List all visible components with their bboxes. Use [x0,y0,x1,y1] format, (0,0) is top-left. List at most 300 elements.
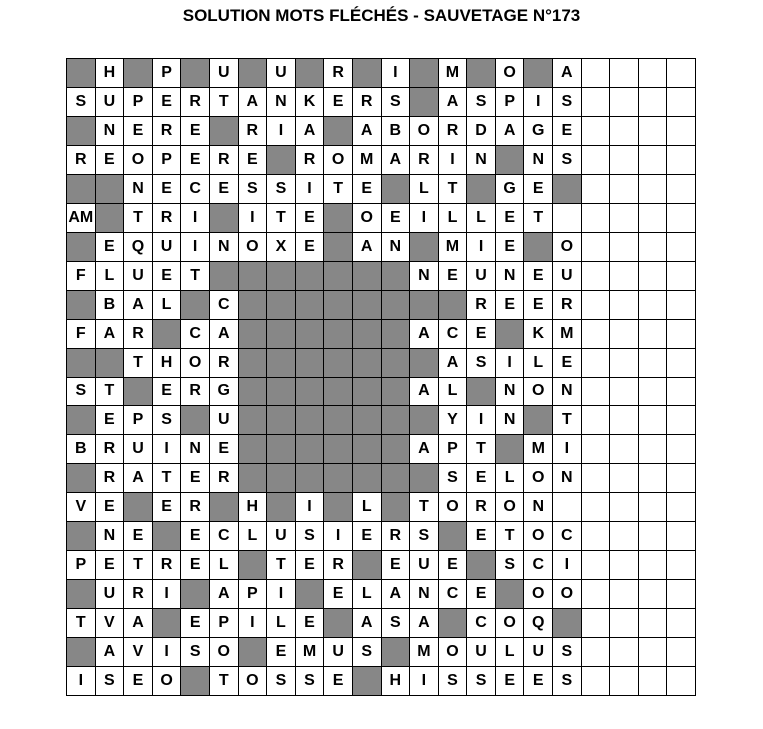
black-cell [324,233,353,262]
letter-cell: M [439,59,468,88]
black-cell [296,464,325,493]
letter-cell: E [96,406,125,435]
black-cell [67,175,96,204]
letter-cell: E [267,638,296,667]
letter-cell: O [553,233,582,262]
letter-cell [582,609,611,638]
letter-cell [610,117,639,146]
letter-cell: M [296,638,325,667]
letter-cell: E [296,204,325,233]
letter-cell: E [496,291,525,320]
letter-cell: E [296,551,325,580]
letter-cell: A [124,609,153,638]
letter-cell [610,146,639,175]
black-cell [267,493,296,522]
letter-cell [610,320,639,349]
letter-cell [667,146,696,175]
black-cell [210,262,239,291]
letter-cell: E [96,233,125,262]
letter-cell: A [382,580,411,609]
letter-cell: K [296,88,325,117]
letter-cell: U [267,522,296,551]
black-cell [353,291,382,320]
letter-cell: R [124,320,153,349]
letter-cell [610,291,639,320]
letter-cell: S [553,667,582,696]
letter-cell [610,233,639,262]
letter-cell: R [467,493,496,522]
black-cell [267,464,296,493]
letter-cell [639,378,668,407]
letter-cell: P [496,88,525,117]
letter-cell: O [410,117,439,146]
letter-cell [582,551,611,580]
black-cell [439,291,468,320]
letter-cell: N [96,117,125,146]
letter-cell [582,493,611,522]
letter-cell: E [553,349,582,378]
letter-cell: M [410,638,439,667]
letter-cell: O [496,59,525,88]
letter-cell: L [153,291,182,320]
letter-cell [610,464,639,493]
letter-cell: S [467,88,496,117]
letter-cell: E [467,320,496,349]
letter-cell [639,146,668,175]
letter-cell [667,580,696,609]
letter-cell [639,667,668,696]
letter-cell: E [296,609,325,638]
black-cell [410,59,439,88]
letter-cell: R [67,146,96,175]
letter-cell: N [467,146,496,175]
letter-cell [667,609,696,638]
letter-cell: T [467,435,496,464]
letter-cell: S [410,522,439,551]
letter-cell [582,349,611,378]
letter-cell: S [467,667,496,696]
letter-cell: I [439,146,468,175]
letter-cell: U [467,638,496,667]
letter-cell: R [439,117,468,146]
letter-cell: E [181,117,210,146]
letter-cell: L [496,638,525,667]
letter-cell: E [124,667,153,696]
letter-cell: T [124,551,153,580]
letter-cell: U [410,551,439,580]
letter-cell: E [153,378,182,407]
letter-cell: R [210,464,239,493]
letter-cell: D [467,117,496,146]
letter-cell: S [553,146,582,175]
letter-cell: A [410,378,439,407]
letter-cell: A [96,320,125,349]
black-cell [353,349,382,378]
letter-cell [610,262,639,291]
letter-cell: E [153,262,182,291]
letter-cell: AM [67,204,96,233]
letter-cell [582,464,611,493]
black-cell [324,262,353,291]
letter-cell: N [410,262,439,291]
letter-cell: U [324,638,353,667]
black-cell [267,320,296,349]
letter-cell [639,551,668,580]
letter-cell [553,204,582,233]
letter-cell: L [524,349,553,378]
letter-cell [582,522,611,551]
letter-cell: S [267,175,296,204]
letter-cell: A [439,349,468,378]
letter-cell: H [96,59,125,88]
letter-cell: A [382,146,411,175]
letter-cell: A [496,117,525,146]
letter-cell: N [210,233,239,262]
letter-cell: E [496,667,525,696]
page-title: SOLUTION MOTS FLÉCHÉS - SAUVETAGE N°173 [182,6,581,25]
letter-cell: E [239,146,268,175]
letter-cell [667,493,696,522]
letter-cell: V [67,493,96,522]
black-cell [267,146,296,175]
letter-cell: U [124,262,153,291]
letter-cell [582,638,611,667]
letter-cell: S [496,551,525,580]
letter-cell: U [267,59,296,88]
black-cell [410,349,439,378]
letter-cell [582,59,611,88]
black-cell [296,291,325,320]
letter-cell: S [67,378,96,407]
black-cell [382,638,411,667]
letter-cell: S [267,667,296,696]
letter-cell: N [382,233,411,262]
black-cell [181,59,210,88]
letter-cell [582,406,611,435]
letter-cell [639,175,668,204]
letter-cell: E [296,233,325,262]
black-cell [67,464,96,493]
black-cell [496,320,525,349]
letter-cell: Q [524,609,553,638]
letter-cell [610,609,639,638]
letter-cell: E [181,464,210,493]
letter-cell: E [153,493,182,522]
letter-cell: E [439,262,468,291]
letter-cell: C [524,551,553,580]
black-cell [67,59,96,88]
letter-cell [667,59,696,88]
letter-cell: P [124,406,153,435]
black-cell [67,406,96,435]
letter-cell [582,233,611,262]
letter-cell: N [267,88,296,117]
black-cell [239,638,268,667]
letter-cell: A [553,59,582,88]
letter-cell: O [353,204,382,233]
letter-cell: I [267,117,296,146]
black-cell [67,580,96,609]
letter-cell [667,88,696,117]
black-cell [382,291,411,320]
letter-cell [667,522,696,551]
letter-cell: I [553,435,582,464]
letter-cell: T [210,88,239,117]
letter-cell: T [524,204,553,233]
letter-cell [610,580,639,609]
letter-cell [553,493,582,522]
letter-cell [639,435,668,464]
letter-cell: B [382,117,411,146]
letter-cell: R [296,146,325,175]
letter-cell: L [439,204,468,233]
letter-cell: S [67,88,96,117]
letter-cell [582,175,611,204]
letter-cell: O [524,522,553,551]
black-cell [267,349,296,378]
letter-cell: E [181,146,210,175]
letter-cell: N [496,262,525,291]
letter-cell: O [181,349,210,378]
letter-cell [610,204,639,233]
letter-cell: S [239,175,268,204]
black-cell [467,175,496,204]
letter-cell [582,204,611,233]
black-cell [553,175,582,204]
letter-cell: I [153,435,182,464]
black-cell [324,349,353,378]
black-cell [210,493,239,522]
letter-cell: R [324,59,353,88]
letter-cell: I [467,233,496,262]
letter-cell: P [239,580,268,609]
letter-cell: R [181,88,210,117]
letter-cell: L [353,493,382,522]
letter-cell [582,262,611,291]
letter-cell: H [239,493,268,522]
black-cell [296,378,325,407]
letter-cell [639,406,668,435]
letter-cell: R [382,522,411,551]
black-cell [153,320,182,349]
black-cell [353,406,382,435]
letter-cell: A [210,580,239,609]
letter-cell [667,435,696,464]
letter-cell: T [67,609,96,638]
letter-cell [667,233,696,262]
letter-cell: Y [439,406,468,435]
letter-cell [582,435,611,464]
black-cell [353,551,382,580]
letter-cell: E [210,175,239,204]
letter-cell: S [467,349,496,378]
black-cell [410,464,439,493]
letter-cell: O [324,146,353,175]
letter-cell: N [410,580,439,609]
letter-cell: T [96,378,125,407]
black-cell [496,580,525,609]
letter-cell: L [96,262,125,291]
letter-cell [610,349,639,378]
letter-cell: E [153,175,182,204]
black-cell [382,464,411,493]
black-cell [239,551,268,580]
black-cell [439,609,468,638]
letter-cell: P [67,551,96,580]
letter-cell [610,638,639,667]
letter-cell: L [210,551,239,580]
letter-cell: E [353,522,382,551]
letter-cell [639,320,668,349]
letter-cell [639,59,668,88]
letter-cell: E [467,522,496,551]
letter-cell: R [467,291,496,320]
letter-cell: E [382,551,411,580]
letter-cell: N [181,435,210,464]
black-cell [239,291,268,320]
letter-cell: I [296,175,325,204]
letter-cell: C [181,320,210,349]
letter-cell [667,551,696,580]
letter-cell: O [524,464,553,493]
letter-cell: R [181,493,210,522]
letter-cell: E [324,88,353,117]
letter-cell: L [467,204,496,233]
letter-cell [582,291,611,320]
letter-cell: O [239,233,268,262]
black-cell [410,233,439,262]
letter-cell: C [439,320,468,349]
black-cell [439,522,468,551]
letter-cell: I [67,667,96,696]
letter-cell: U [210,59,239,88]
letter-cell: T [181,262,210,291]
letter-cell: N [553,378,582,407]
black-cell [181,406,210,435]
letter-cell: I [153,580,182,609]
letter-cell [610,175,639,204]
letter-cell: C [181,175,210,204]
black-cell [324,204,353,233]
black-cell [267,291,296,320]
black-cell [353,378,382,407]
letter-cell [667,378,696,407]
letter-cell: E [96,146,125,175]
letter-cell: E [524,667,553,696]
black-cell [181,667,210,696]
letter-cell: O [496,609,525,638]
letter-cell [639,204,668,233]
black-cell [382,435,411,464]
letter-cell: U [553,262,582,291]
letter-cell [667,291,696,320]
black-cell [296,59,325,88]
letter-cell [582,88,611,117]
letter-cell: S [382,88,411,117]
letter-cell: P [153,146,182,175]
letter-cell: A [353,117,382,146]
letter-cell [610,59,639,88]
black-cell [467,551,496,580]
letter-cell [639,609,668,638]
black-cell [124,378,153,407]
black-cell [296,580,325,609]
letter-cell: A [410,609,439,638]
letter-cell: M [439,233,468,262]
letter-cell: I [467,406,496,435]
crossword-grid [66,58,696,696]
letter-cell [639,233,668,262]
black-cell [524,59,553,88]
black-cell [67,117,96,146]
black-cell [382,349,411,378]
letter-cell: N [124,175,153,204]
letter-cell: I [553,551,582,580]
letter-cell: B [67,435,96,464]
letter-cell: E [524,262,553,291]
letter-cell: E [324,667,353,696]
letter-cell [610,667,639,696]
black-cell [382,493,411,522]
black-cell [324,406,353,435]
letter-cell [610,493,639,522]
letter-cell: T [210,667,239,696]
letter-cell: R [96,464,125,493]
letter-cell [667,175,696,204]
letter-cell: U [96,88,125,117]
letter-cell: E [524,291,553,320]
letter-cell: A [239,88,268,117]
black-cell [210,117,239,146]
letter-cell [639,262,668,291]
letter-cell: R [96,435,125,464]
letter-cell: P [153,59,182,88]
letter-cell: V [124,638,153,667]
letter-cell: I [496,349,525,378]
black-cell [382,320,411,349]
black-cell [124,59,153,88]
letter-cell: A [353,233,382,262]
letter-cell: F [67,262,96,291]
letter-cell: R [410,146,439,175]
letter-cell: N [496,378,525,407]
letter-cell: E [153,88,182,117]
letter-cell: T [324,175,353,204]
letter-cell: U [124,435,153,464]
letter-cell [667,204,696,233]
black-cell [353,667,382,696]
letter-cell: X [267,233,296,262]
black-cell [67,638,96,667]
letter-cell: O [553,580,582,609]
black-cell [239,262,268,291]
letter-cell: I [382,59,411,88]
letter-cell: O [439,638,468,667]
black-cell [467,378,496,407]
black-cell [239,406,268,435]
black-cell [239,320,268,349]
letter-cell: C [439,580,468,609]
black-cell [382,262,411,291]
letter-cell: N [96,522,125,551]
letter-cell: I [153,638,182,667]
letter-cell: O [524,378,553,407]
black-cell [353,59,382,88]
letter-cell [610,378,639,407]
letter-cell: T [496,522,525,551]
letter-cell: H [382,667,411,696]
letter-cell: T [267,204,296,233]
